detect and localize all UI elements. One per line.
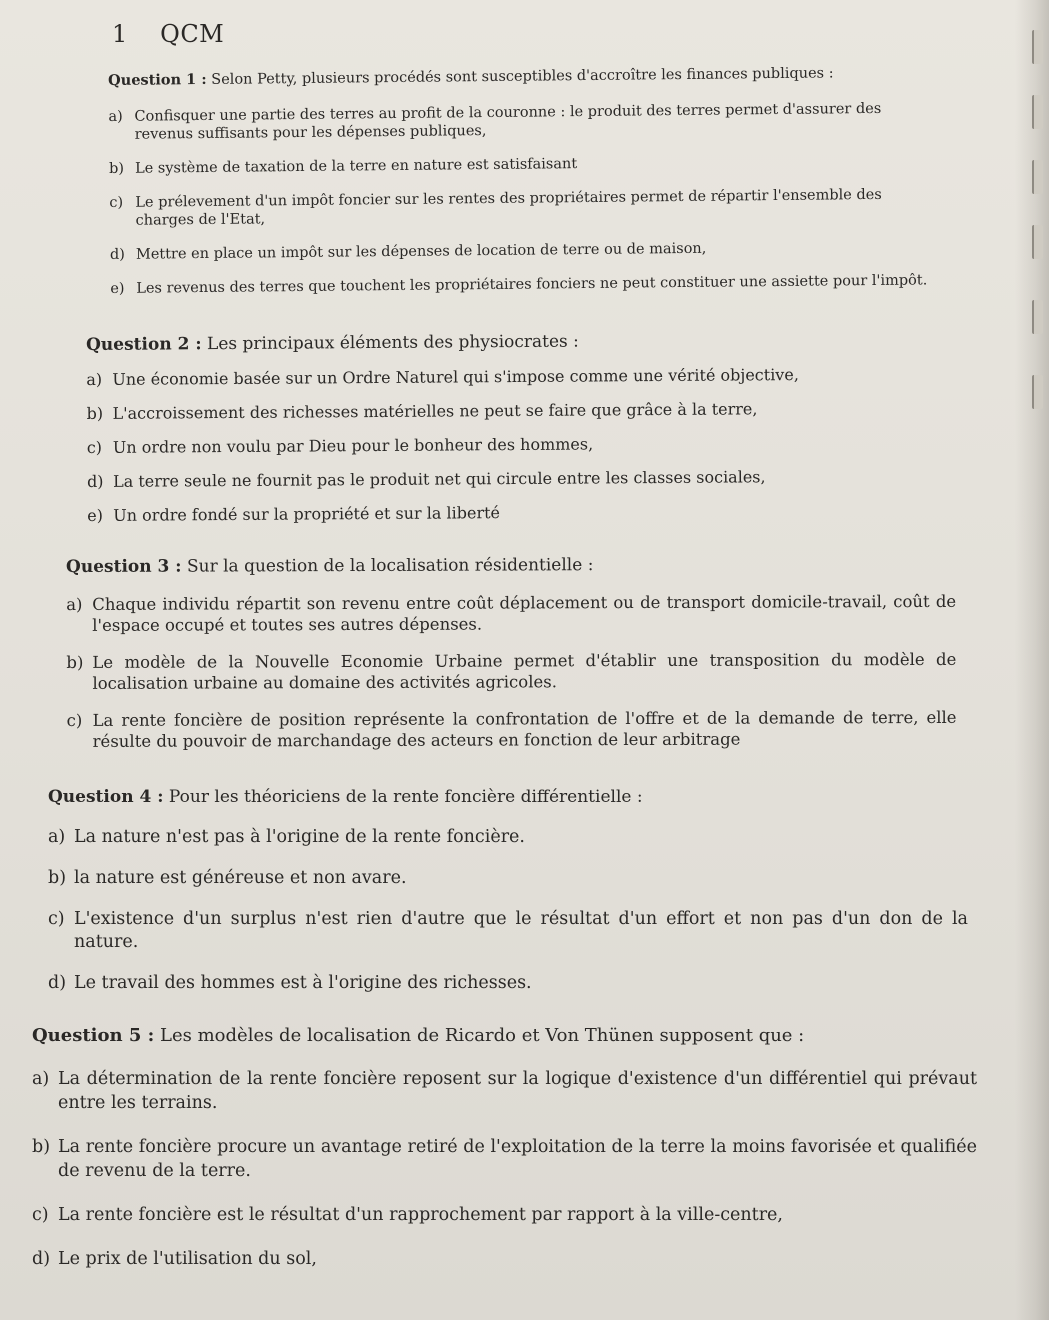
option-letter: b) xyxy=(108,160,125,177)
page-edge-shadow xyxy=(1015,0,1049,1320)
option-text: Chaque individu répartit son revenu entre coût déplacement ou de transport domicile-travail, coût de l'espace occupé et toutes ses autres dépenses. xyxy=(92,591,957,635)
question-5 xyxy=(32,1025,977,1271)
option-letter: a) xyxy=(86,369,103,389)
answer-option-c[interactable] xyxy=(67,707,957,752)
option-letter: c) xyxy=(86,437,103,457)
option-letter: d) xyxy=(32,1249,51,1269)
question-heading xyxy=(108,61,928,92)
answer-option-b[interactable] xyxy=(48,867,968,890)
answer-option-d[interactable] xyxy=(110,237,930,264)
question-prompt: Les modèles de localisation de Ricardo et Von Thünen supposent que : xyxy=(160,1025,805,1046)
binder-tab xyxy=(1032,30,1043,64)
question-label: Question 4 : xyxy=(48,787,164,807)
option-letter: b) xyxy=(86,403,104,423)
option-text: Les revenus des terres que touchent les propriétaires fonciers ne peut constituer une assiette pour l'impôt. xyxy=(136,272,928,297)
section-number: 1 xyxy=(112,20,128,48)
question-label: Question 1 : xyxy=(108,70,207,89)
question-heading xyxy=(48,786,968,808)
binder-tab xyxy=(1032,225,1043,259)
question-prompt: Pour les théoriciens de la rente foncière différentielle : xyxy=(168,787,643,807)
answer-option-b[interactable] xyxy=(86,397,946,424)
question-label: Question 5 : xyxy=(32,1025,155,1046)
question-2 xyxy=(86,328,947,526)
answer-option-a[interactable] xyxy=(86,363,946,390)
option-text: La terre seule ne fournit pas le produit net qui circule entre les classes sociales, xyxy=(112,467,766,491)
option-letter: c) xyxy=(32,1205,49,1225)
option-letter: a) xyxy=(66,594,83,614)
question-prompt: Les principaux éléments des physiocrates : xyxy=(206,331,579,355)
binder-tab xyxy=(1032,375,1043,409)
option-text: Le prix de l'utilisation du sol, xyxy=(58,1249,317,1269)
option-text: La rente foncière procure un avantage retiré de l'exploitation de la terre la moins favorisée et qualifiée de revenu de la terre. xyxy=(58,1137,977,1181)
binder-tab xyxy=(1032,160,1043,194)
answer-option-b[interactable] xyxy=(109,151,929,178)
option-letter: c) xyxy=(109,194,124,211)
answer-option-a[interactable] xyxy=(108,99,928,144)
option-letter: a) xyxy=(48,827,66,847)
option-text: Le système de taxation de la terre en nature est satisfaisant xyxy=(134,156,578,177)
option-text: La détermination de la rente foncière reposent sur la logique d'existence d'un différentiel qui prévaut entre les terrains. xyxy=(58,1069,977,1113)
option-text: Le prélevement d'un impôt foncier sur les rentes des propriétaires permet de répartir l'ensemble des charges de l'Etat, xyxy=(135,186,882,229)
option-letter: e) xyxy=(87,505,104,525)
answer-option-b[interactable] xyxy=(66,649,956,694)
option-text: Le travail des hommes est à l'origine des richesses. xyxy=(74,973,532,993)
question-label: Question 3 : xyxy=(66,556,182,577)
option-text: la nature est généreuse et non avare. xyxy=(74,868,407,888)
option-text: La rente foncière est le résultat d'un rapprochement par rapport à la ville-centre, xyxy=(58,1205,783,1225)
option-letter: a) xyxy=(32,1069,50,1089)
option-letter: b) xyxy=(32,1137,51,1157)
answer-option-e[interactable] xyxy=(87,499,947,526)
option-text: Une économie basée sur un Ordre Naturel qui s'impose comme une vérité objective, xyxy=(112,365,799,389)
option-text: Un ordre non voulu par Dieu pour le bonheur des hommes, xyxy=(112,434,594,457)
question-1 xyxy=(108,61,930,298)
answer-option-a[interactable] xyxy=(48,826,968,849)
answer-option-c[interactable] xyxy=(48,908,968,954)
option-text: Confisquer une partie des terres au profit de la couronne : le produit des terres permet d'assurer des revenus suffisants pour les dépenses publiques, xyxy=(134,100,882,143)
answer-option-c[interactable] xyxy=(109,185,929,230)
question-heading xyxy=(32,1025,977,1047)
option-text: Un ordre fondé sur la propriété et sur la liberté xyxy=(113,503,501,525)
answer-option-e[interactable] xyxy=(110,271,930,298)
option-letter: c) xyxy=(48,909,65,929)
answer-option-c[interactable] xyxy=(32,1203,977,1227)
question-heading xyxy=(66,553,956,578)
answer-option-b[interactable] xyxy=(32,1135,977,1183)
option-text: La nature n'est pas à l'origine de la rente foncière. xyxy=(74,827,525,847)
option-letter: b) xyxy=(48,868,67,888)
option-letter: a) xyxy=(108,108,123,125)
answer-option-c[interactable] xyxy=(87,431,947,458)
question-3 xyxy=(66,553,957,752)
question-label: Question 2 : xyxy=(86,334,202,355)
section-heading xyxy=(112,20,224,48)
question-4 xyxy=(48,786,968,995)
question-heading xyxy=(86,328,946,356)
option-text: L'existence d'un surplus n'est rien d'autre que le résultat d'un effort et non pas d'un don de la nature. xyxy=(74,909,968,952)
option-text: Mettre en place un impôt sur les dépenses de location de terre ou de maison, xyxy=(135,240,707,263)
option-letter: d) xyxy=(48,973,67,993)
option-letter: d) xyxy=(86,471,104,491)
option-letter: d) xyxy=(109,246,125,263)
question-prompt: Selon Petty, plusieurs procédés sont susceptibles d'accroître les finances publiques : xyxy=(211,65,834,88)
option-letter: e) xyxy=(110,280,125,297)
answer-option-a[interactable] xyxy=(66,591,956,636)
option-text: Le modèle de la Nouvelle Economie Urbaine permet d'établir une transposition du modèle de localisation urbaine au domaine des activités agricoles. xyxy=(92,649,957,693)
option-letter: c) xyxy=(66,710,83,730)
answer-option-d[interactable] xyxy=(48,972,968,995)
answer-option-d[interactable] xyxy=(32,1247,977,1271)
option-text: L'accroissement des richesses matérielles ne peut se faire que grâce à la terre, xyxy=(112,399,758,423)
question-prompt: Sur la question de la localisation résidentielle : xyxy=(186,555,594,577)
answer-option-a[interactable] xyxy=(32,1067,977,1115)
binder-tab xyxy=(1032,95,1043,129)
section-title: QCM xyxy=(160,20,225,48)
option-text: La rente foncière de position représente la confrontation de l'offre et de la demande de terre, elle résulte du pouvoir de marchandage des acteurs en fonction de leur arbitrage xyxy=(92,707,957,751)
answer-option-d[interactable] xyxy=(87,465,947,492)
option-letter: b) xyxy=(66,652,84,672)
binder-tab xyxy=(1032,300,1043,334)
